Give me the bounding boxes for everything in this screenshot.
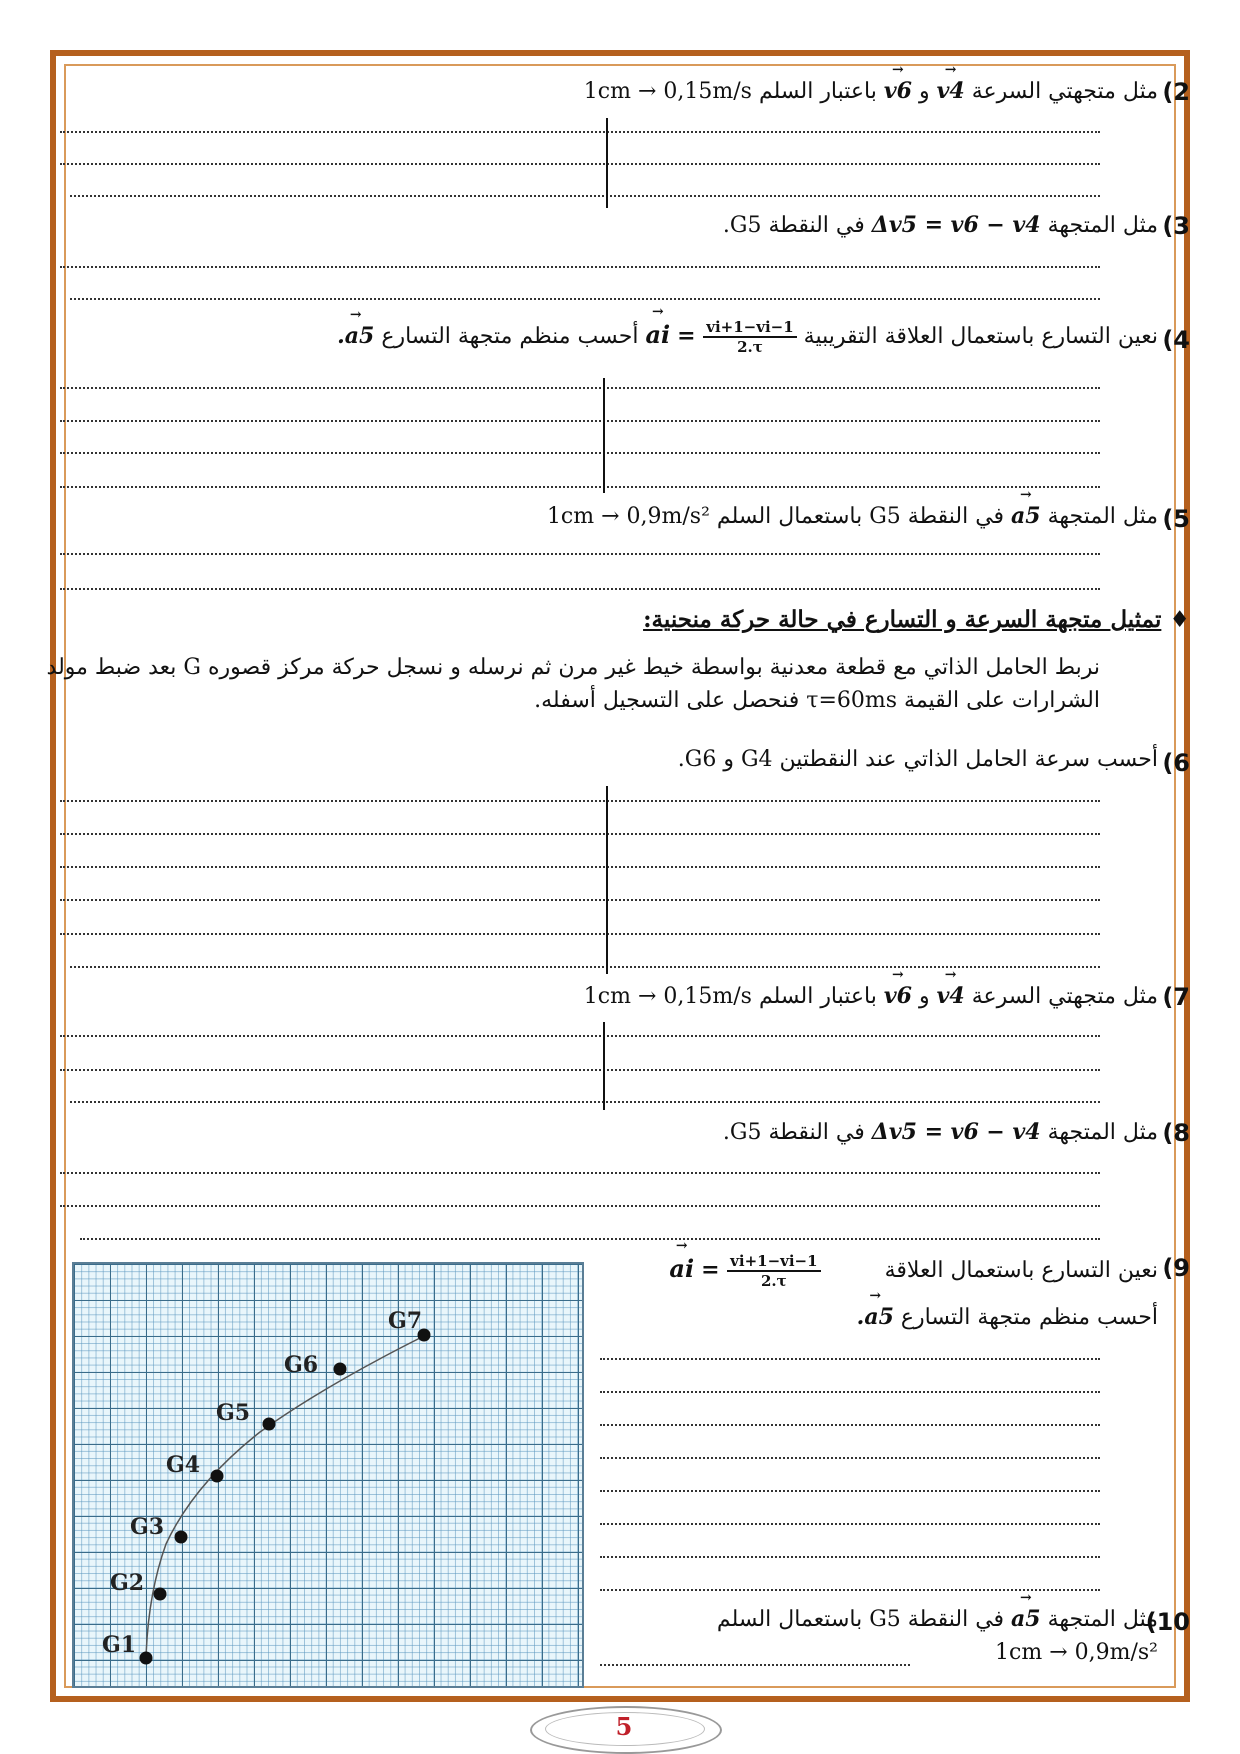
q2-pre: مثل متجهتي السرعة — [971, 79, 1158, 104]
answer-line — [600, 1664, 910, 1666]
q10-pre: مثل المتجهة — [1047, 1607, 1158, 1632]
q2-and: و — [918, 79, 930, 104]
question-10-number: (10 — [1145, 1608, 1190, 1636]
label-g5: G5 — [216, 1400, 251, 1426]
answer-line — [60, 866, 1100, 868]
q2-v4: → v4 — [937, 78, 965, 104]
q9-line2: أحسب منظم متجهة التسارع — [900, 1305, 1158, 1330]
label-g1: G1 — [102, 1632, 137, 1658]
answer-line — [60, 387, 1100, 389]
answer-line — [60, 131, 1100, 133]
graph-paper-recording — [72, 1262, 584, 1688]
q5-a5: → a5 — [1011, 503, 1041, 529]
heading-bullet: ♦ — [1169, 606, 1190, 633]
q9-pre: نعين التسارع باستعمال العلاقة — [884, 1258, 1158, 1283]
page-number: 5 — [615, 1712, 633, 1741]
answer-line — [60, 1172, 1100, 1174]
question-5-text — [547, 503, 1158, 529]
answer-line — [60, 452, 1100, 454]
answer-divider — [603, 378, 605, 493]
question-2-text — [584, 78, 1158, 104]
label-g3: G3 — [130, 1514, 165, 1540]
question-4-text: نعين التسارع باستعمال العلاقة التقريبية → ai = $\frac{vi+1-vi-1}{2.\tau}$ أحسب منظم متجهة التسارع → a5. — [337, 318, 1158, 356]
answer-line — [60, 163, 1100, 165]
answer-line — [60, 266, 1100, 268]
q3-expr: Δv5 = v6 − v4 — [871, 212, 1041, 238]
answer-line — [60, 420, 1100, 422]
question-3-text — [723, 212, 1158, 238]
question-4-number: (4 — [1162, 326, 1190, 354]
q7-pre: مثل متجهتي السرعة — [971, 984, 1158, 1009]
q5-post: في النقطة G5 باستعمال السلم — [716, 504, 1005, 529]
q4-post: أحسب منظم متجهة التسارع — [381, 324, 639, 349]
q9-fraction — [727, 1252, 820, 1290]
answer-line — [60, 553, 1100, 555]
answer-line — [60, 1205, 1100, 1207]
q9-frac-num: vi+1−vi−1 — [727, 1252, 820, 1272]
q10-a5: → a5 — [1011, 1606, 1041, 1632]
q8-post: في النقطة G5. — [722, 1120, 865, 1145]
q2-post: باعتبار السلم — [758, 79, 877, 104]
heading-text: تمثيل متجهة السرعة و التسارع في حالة حركة منحنية: — [643, 606, 1162, 633]
point-g3 — [175, 1531, 188, 1544]
answer-line — [80, 1238, 1100, 1240]
answer-line — [600, 1424, 1100, 1426]
point-g5 — [263, 1418, 276, 1431]
trajectory-curve — [146, 1336, 424, 1658]
q2-v6: → v6 — [884, 78, 912, 104]
answer-line — [600, 1523, 1100, 1525]
question-8-text — [723, 1119, 1158, 1145]
question-6-text: أحسب سرعة الحامل الذاتي عند النقطتين G4 و G6. — [677, 747, 1158, 772]
answer-line — [70, 298, 1100, 300]
answer-line — [600, 1556, 1100, 1558]
answer-line — [60, 486, 1100, 488]
answer-divider — [603, 1022, 605, 1110]
q7-post: باعتبار السلم — [758, 984, 877, 1009]
answer-line — [600, 1457, 1100, 1459]
label-g2: G2 — [110, 1570, 145, 1596]
q5-scale: 1cm → 0,9m/s² — [546, 504, 710, 529]
q7-v4: → v4 — [937, 983, 965, 1009]
point-g2 — [154, 1588, 167, 1601]
question-9-text: نعين التسارع باستعمال العلاقة → ai = $\frac{vi+1-vi-1}{2.\tau}$ — [669, 1252, 1158, 1290]
question-9-number: (9 — [1162, 1254, 1190, 1282]
question-10-text — [717, 1606, 1158, 1632]
q10-post: في النقطة G5 باستعمال السلم — [716, 1607, 1005, 1632]
q4-pre: نعين التسارع باستعمال العلاقة التقريبية — [803, 324, 1158, 349]
question-5-number: (5 — [1162, 505, 1190, 533]
answer-line — [60, 1035, 1100, 1037]
q7-scale: 1cm → 0,15m/s — [583, 984, 752, 1009]
label-g6: G6 — [284, 1352, 319, 1378]
answer-line — [600, 1391, 1100, 1393]
q4-fraction — [703, 318, 796, 356]
q8-expr: Δv5 = v6 − v4 — [871, 1119, 1041, 1145]
answer-line — [60, 833, 1100, 835]
answer-line — [70, 1101, 1100, 1103]
q9-frac-den: 2.τ — [760, 1272, 787, 1290]
q8-pre: مثل المتجهة — [1047, 1120, 1158, 1145]
question-3-number: (3 — [1162, 212, 1190, 240]
q4-a5: → a5. — [337, 323, 374, 349]
section-heading — [643, 606, 1190, 633]
answer-divider — [606, 786, 608, 974]
question-8-number: (8 — [1162, 1119, 1190, 1147]
label-g7: G7 — [388, 1308, 423, 1334]
answer-line — [60, 933, 1100, 935]
intro-paragraph: نربط الحامل الذاتي مع قطعة معدنية بواسطة خيط غير مرن ثم نرسله و نسجل حركة مركز قصوره G بعد ضبط مولد الشرارات على القيمة τ=60ms فنحصل على التسجيل أسفله. — [46, 655, 1100, 713]
q7-v6: → v6 — [884, 983, 912, 1009]
point-g4 — [211, 1470, 224, 1483]
question-2-number: (2 — [1162, 78, 1190, 106]
q4-lhs: → ai — [645, 320, 670, 349]
label-g4: G4 — [166, 1452, 201, 1478]
q9-a5: → a5. — [857, 1304, 894, 1330]
q2-scale: 1cm → 0,15m/s — [583, 79, 752, 104]
q4-frac-num: vi+1−vi−1 — [703, 318, 796, 338]
q7-and: و — [918, 984, 930, 1009]
answer-line — [60, 800, 1100, 802]
q9-lhs: → ai — [669, 1254, 694, 1283]
answer-line — [60, 588, 1100, 590]
q5-pre: مثل المتجهة — [1047, 504, 1158, 529]
answer-divider — [606, 118, 608, 208]
question-10-scale — [995, 1640, 1158, 1665]
q3-pre: مثل المتجهة — [1047, 213, 1158, 238]
answer-line — [600, 1490, 1100, 1492]
point-g6 — [334, 1363, 347, 1376]
answer-line — [70, 195, 1100, 197]
q3-post: في النقطة G5. — [722, 213, 865, 238]
q10-scale: 1cm → 0,9m/s² — [995, 1640, 1158, 1665]
question-7-text — [584, 983, 1158, 1009]
question-9-line2 — [857, 1304, 1158, 1330]
question-6-number: (6 — [1162, 749, 1190, 777]
q4-frac-den: 2.τ — [737, 338, 763, 356]
question-7-number: (7 — [1162, 983, 1190, 1011]
point-g1 — [140, 1652, 153, 1665]
answer-line — [600, 1358, 1100, 1360]
answer-line — [60, 1069, 1100, 1071]
trajectory-svg — [74, 1264, 582, 1686]
answer-line — [60, 899, 1100, 901]
